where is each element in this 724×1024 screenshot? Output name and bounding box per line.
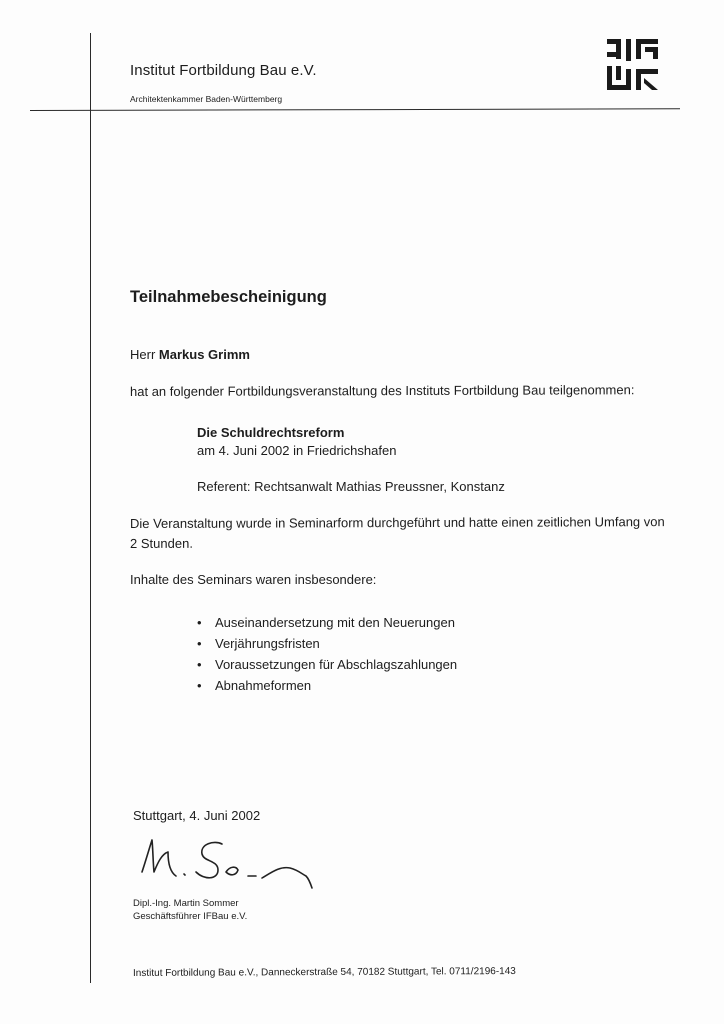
bullet-icon: • xyxy=(197,615,202,630)
org-subtitle: Architektenkammer Baden-Württemberg xyxy=(130,94,283,104)
header-rule xyxy=(30,108,680,111)
recipient-name: Markus Grimm xyxy=(158,347,250,362)
signer-role: Geschäftsführer IFBau e.V. xyxy=(133,911,248,922)
signer-block xyxy=(133,897,247,923)
list-item: • Voraussetzungen für Abschlagszahlungen xyxy=(197,654,457,675)
event-title: Die Schuldrechtsreform xyxy=(197,425,345,440)
bullet-icon: • xyxy=(197,636,202,651)
format-text: Die Veranstaltung wurde in Seminarform durchgeführt und hatte einen zeitlichen Umfang von 2 Stunden. xyxy=(129,514,665,551)
bullet-icon: • xyxy=(197,678,202,693)
topic-list xyxy=(197,612,457,696)
list-item: • Abnahmeformen xyxy=(197,675,457,696)
place-date: Stuttgart, 4. Juni 2002 xyxy=(133,808,261,823)
contents-intro: Inhalte des Seminars waren insbesondere: xyxy=(130,572,377,587)
speaker-line: Referent: Rechtsanwalt Mathias Preussner, Konstanz xyxy=(197,479,505,494)
list-item: • Auseinandersetzung mit den Neuerungen xyxy=(197,612,457,633)
ifbau-logo-icon xyxy=(604,36,662,94)
intro-text: hat an folgender Fortbildungsveranstaltung des Instituts Fortbildung Bau teilgenommen: xyxy=(129,382,635,399)
footer-address: Institut Fortbildung Bau e.V., Danneckerstraße 54, 70182 Stuttgart, Tel. 0711/2196-143 xyxy=(132,965,516,979)
handwritten-signature xyxy=(138,832,328,894)
org-name: Institut Fortbildung Bau e.V. xyxy=(130,62,317,79)
list-item: • Verjährungsfristen xyxy=(197,633,457,654)
bullet-icon: • xyxy=(197,657,202,672)
signer-name: Dipl.-Ing. Martin Sommer xyxy=(133,898,239,909)
document-title: Teilnahmebescheinigung xyxy=(130,288,327,306)
salutation-prefix: Herr xyxy=(130,347,156,362)
event-block xyxy=(197,424,396,460)
event-date-place: am 4. Juni 2002 in Friedrichshafen xyxy=(197,443,397,458)
margin-rule-vertical xyxy=(90,33,91,983)
recipient-line xyxy=(130,347,250,362)
